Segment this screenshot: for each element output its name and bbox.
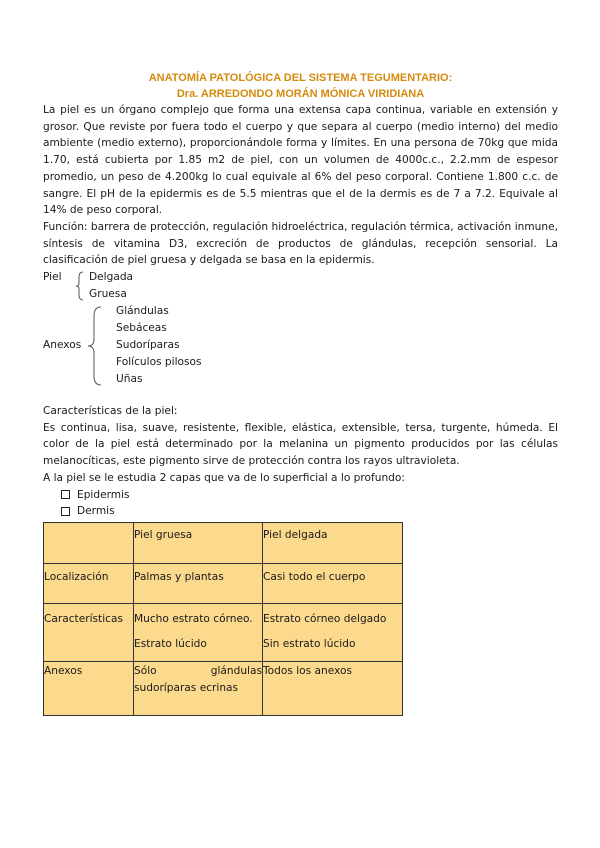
row-label: Anexos: [44, 661, 134, 715]
document-author: Dra. ARREDONDO MORÁN MÓNICA VIRIDIANA: [176, 88, 425, 100]
checkbox-icon: [61, 507, 70, 516]
anexos-item: Folículos pilosos: [116, 356, 202, 369]
cell-line: Estrato lúcido: [134, 637, 207, 650]
table-cell: Todos los anexos: [263, 661, 403, 715]
checkbox-icon: [61, 490, 70, 499]
layers-list: [43, 487, 558, 520]
anexos-item: Glándulas: [116, 305, 169, 318]
table-cell: [263, 603, 403, 661]
cell-line: Estrato córneo delgado: [263, 612, 387, 625]
table-header-cell: [44, 522, 134, 563]
intro-paragraph: La piel es un órgano complejo que forma una extensa capa continua, variable en extensión y grosor. Que reviste por fuera todo el cuerpo y que separa al cuerpo (medio interno) del medio ambiente (medio externo), proporcionándole forma y límites. En una persona de 70kg que mida 1.70, está cubierta por 1.85 m2 de piel, con un volumen de 4000c.c., 2.2.mm de espesor promedio, un peso de 4.200kg lo cual equivale al 6% del peso corporal. Contiene 1.800 c.c. de sangre. El pH de la epidermis es de 5.5 mientras que el de la dermis es de 7 a 7.2. Equivale al 14% de peso corporal.: [43, 104, 558, 217]
document-title: ANATOMÍA PATOLÓGICA DEL SISTEMA TEGUMENTARIO:: [148, 72, 453, 84]
cell-line: Mucho estrato córneo.: [134, 612, 253, 625]
piel-item-gruesa: Gruesa: [89, 288, 127, 301]
anexos-label: Anexos: [43, 339, 82, 352]
anexos-item: Sebáceas: [116, 322, 167, 335]
piel-classification: [43, 269, 558, 303]
table-header-row: [44, 522, 403, 563]
table-row: [44, 603, 403, 661]
row-label: Localización: [44, 563, 134, 603]
document-page: [43, 70, 558, 716]
function-paragraph: Función: barrera de protección, regulación hidroeléctrica, regulación térmica, activación inmune, síntesis de vitamina D3, excreción de productos de glándulas, recepción sensorial. La clasificación de piel gruesa y delgada se basa en la epidermis.: [43, 220, 558, 267]
piel-brace-icon: [75, 271, 85, 301]
layers-intro: A la piel se le estudia 2 capas que va de lo superficial a lo profundo:: [43, 471, 405, 484]
characteristics-paragraph: Es continua, lisa, suave, resistente, flexible, elástica, extensible, tersa, turgente, húmeda. El color de la piel está determinado por la melanina un pigmento producidos por las células melanocíticas, este pigmento sirve de protección contra los rayos ultravioleta.: [43, 421, 558, 468]
table-row: [44, 563, 403, 603]
piel-label: Piel: [43, 271, 62, 284]
layer-label: Epidermis: [77, 488, 130, 501]
table-cell: Palmas y plantas: [134, 563, 263, 603]
row-label: Características: [44, 603, 134, 661]
anexos-item: Sudoríparas: [116, 339, 180, 352]
list-item: [61, 503, 558, 520]
table-cell: Sólo glándulas sudoríparas ecrinas: [134, 661, 263, 715]
anexos-item: Uñas: [116, 373, 143, 386]
table-cell: Casi todo el cuerpo: [263, 563, 403, 603]
list-item: [61, 487, 558, 504]
table-header-cell: Piel delgada: [263, 522, 403, 563]
characteristics-heading: Características de la piel:: [43, 405, 178, 418]
table-cell: [134, 603, 263, 661]
piel-item-delgada: Delgada: [89, 271, 134, 284]
layer-label: Dermis: [77, 505, 115, 518]
table-header-cell: Piel gruesa: [134, 522, 263, 563]
table-row: [44, 661, 403, 715]
anexos-classification: [43, 303, 558, 387]
cell-line: Sin estrato lúcido: [263, 637, 356, 650]
anexos-brace-icon: [87, 306, 103, 386]
skin-comparison-table: [43, 522, 403, 716]
